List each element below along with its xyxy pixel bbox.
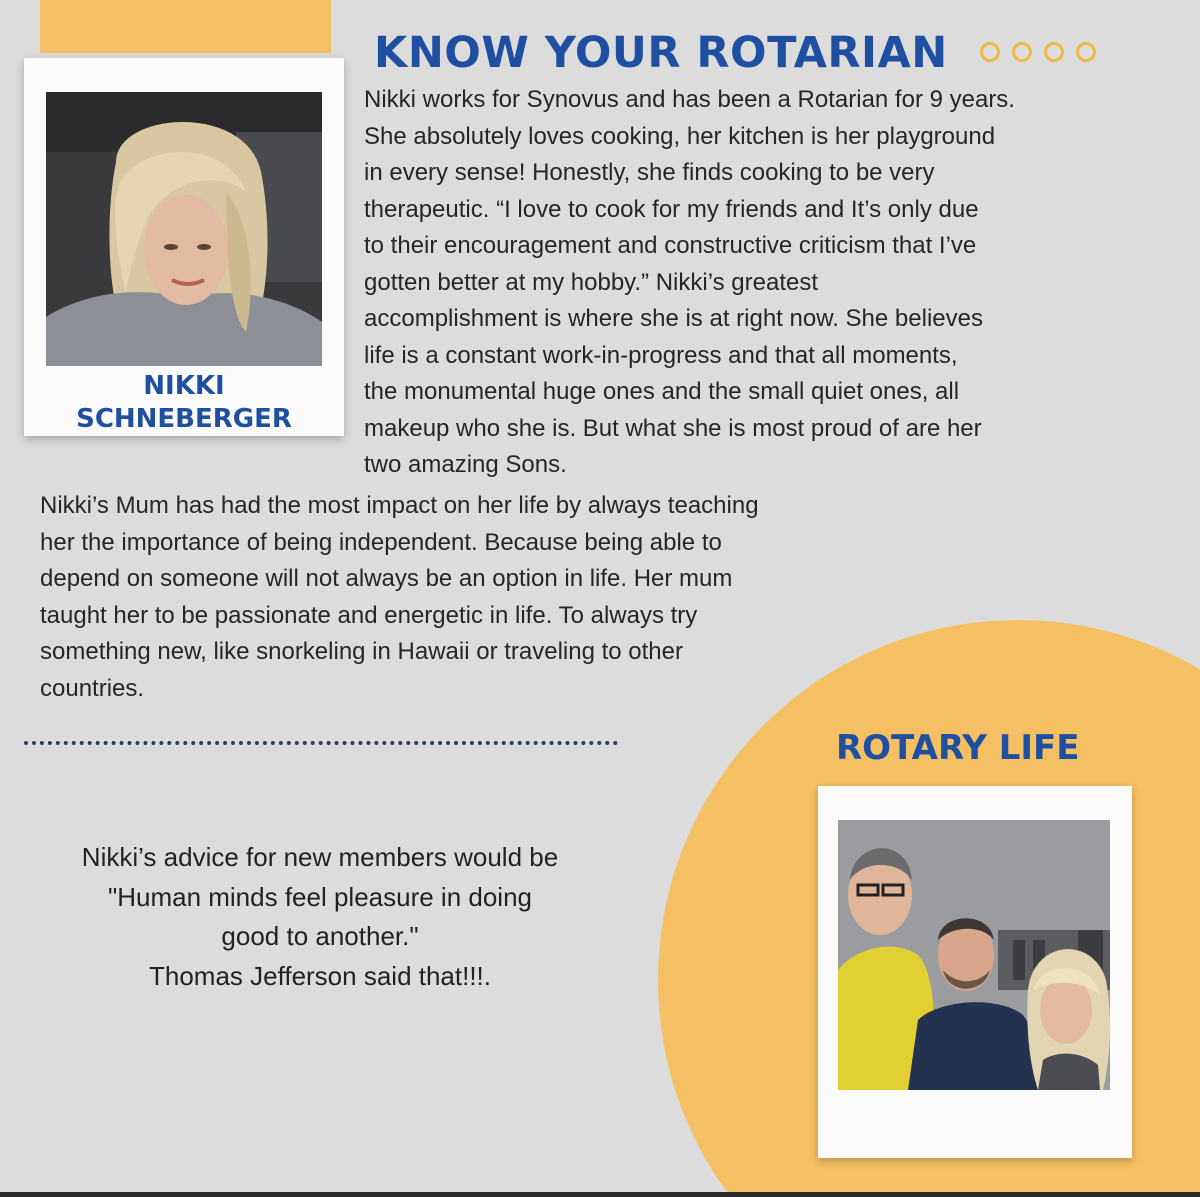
advice-quote: Nikki’s advice for new members would be "Human minds feel pleasure in doing good to another." Thomas Jefferson said that!!!. xyxy=(81,842,559,991)
rotary-life-polaroid xyxy=(818,786,1132,1158)
group-photo xyxy=(838,820,1110,1090)
group-selfie-photo-icon xyxy=(838,820,1110,1090)
top-accent-bar xyxy=(40,0,331,53)
intro-paragraph: Nikki works for Synovus and has been a Rotarian for 9 years. She absolutely loves cooking, her kitchen is her playground in every sense! Honestly, she finds cooking to be very therapeutic. “I love to cook for my friends and It’s only due to their encouragement and constructive criticism that I’ve gotten better at my hobby.” Nikki’s greatest accomplishment is where she is at right now. She believes life is a constant work-in-progress and that all moments, the monumental huge ones and the small quiet ones, all makeup who she is. But what she is most proud of are her two amazing Sons. xyxy=(364,86,1015,478)
circle-icon xyxy=(1044,42,1064,62)
profile-polaroid xyxy=(24,58,344,436)
profile-name xyxy=(24,370,344,436)
profile-photo xyxy=(46,92,322,366)
circle-icon xyxy=(980,42,1000,62)
bottom-strip xyxy=(0,1192,1200,1197)
mum-paragraph: Nikki’s Mum has had the most impact on her life by always teaching her the importance of being independent. Because being able to depend on someone will not always be an option in life. Her mum taught her to be passionate and energetic in life. To always try something new, like snorkeling in Hawaii or traveling to other countries. xyxy=(40,492,759,702)
profile-last-name: SCHNEBERGER xyxy=(76,404,292,434)
decorative-dots xyxy=(980,42,1096,62)
portrait-photo-icon xyxy=(46,92,322,366)
circle-icon xyxy=(1076,42,1096,62)
page-title: KNOW YOUR ROTARIAN xyxy=(374,28,948,78)
profile-first-name: NIKKI xyxy=(143,371,225,401)
circle-icon xyxy=(1012,42,1032,62)
dotted-divider xyxy=(24,741,618,745)
rotary-life-title: ROTARY LIFE xyxy=(836,728,1080,768)
